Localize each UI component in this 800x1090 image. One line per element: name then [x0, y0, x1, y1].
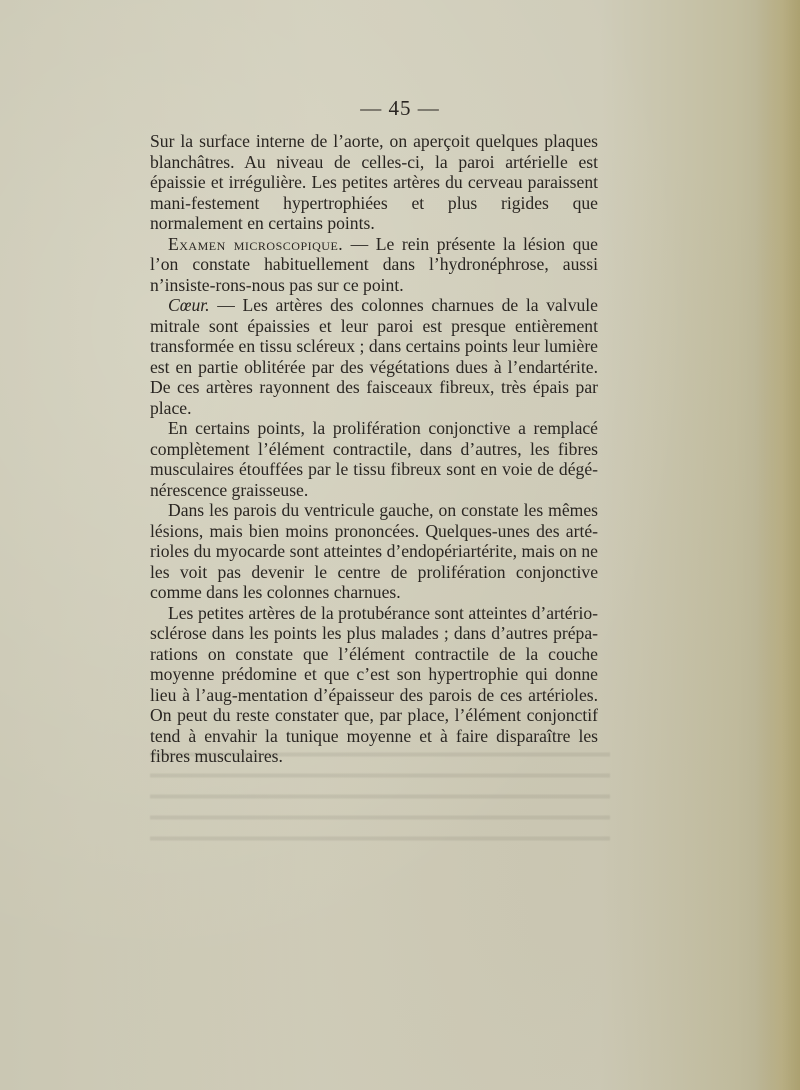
paragraph-text: — Le rein présente la lésion que l’on constate habituellement dans l’hydronéphrose, aussi n’insiste-rons-nous pas sur ce point. [150, 233, 598, 295]
paragraph-microscopic-exam [150, 234, 598, 296]
paragraph-aorta: Sur la surface interne de l’aorte, on aperçoit quelques plaques blanchâtres. Au niveau de celles-ci, la paroi artérielle est épaissie et irrégulière. Les petites artères du cerveau paraissent mani-festement hypertrophiées et plus rigides que normalement en certains points. [150, 131, 598, 233]
paragraph-text: — Les artères des colonnes charnues de la valvule mitrale sont épaissies et leur paroi est presque entièrement transformée en tissu scléreux ; dans certains points leur lumière est en partie oblitérée par des végétations dues à l’endartérite. De ces artères rayonnent des faisceaux fibreux, très épais par place. [150, 295, 598, 418]
paragraph-proliferation: En certains points, la prolifération conjonctive a remplacé complètement l’élément contractile, dans d’autres, les fibres musculaires étouffées par le tissu fibreux sont en voie de dégé-nérescence graisseuse. [150, 418, 598, 500]
page-number: — 45 — [360, 96, 440, 120]
section-heading-microscopic-exam: Examen microscopique. [168, 233, 344, 254]
paragraph-left-ventricle: Dans les parois du ventricule gauche, on constate les mêmes lésions, mais bien moins prononcées. Quelques-unes des arté-rioles du myocarde sont atteintes d’endopériartérite, mais on ne les voit pas devenir le centre de prolifération conjonctive comme dans les colonnes charnues. [150, 500, 598, 602]
paragraph-protuberance: Les petites artères de la protubérance sont atteintes d’artério-sclérose dans les points les plus malades ; dans d’autres prépa-rations on constate que l’élément contractile de la couche moyenne prédomine et que c’est son hypertrophie qui donne lieu à l’aug-mentation d’épaisseur des parois de ces artérioles. On peut du reste constater que, par place, l’élément conjonctif tend à envahir la tunique moyenne et à faire disparaître les fibres musculaires. [150, 602, 598, 766]
section-heading-heart: Cœur. [168, 295, 210, 315]
page-edge-shadow [755, 0, 800, 1090]
body-text [150, 131, 598, 767]
paragraph-heart [150, 295, 598, 418]
